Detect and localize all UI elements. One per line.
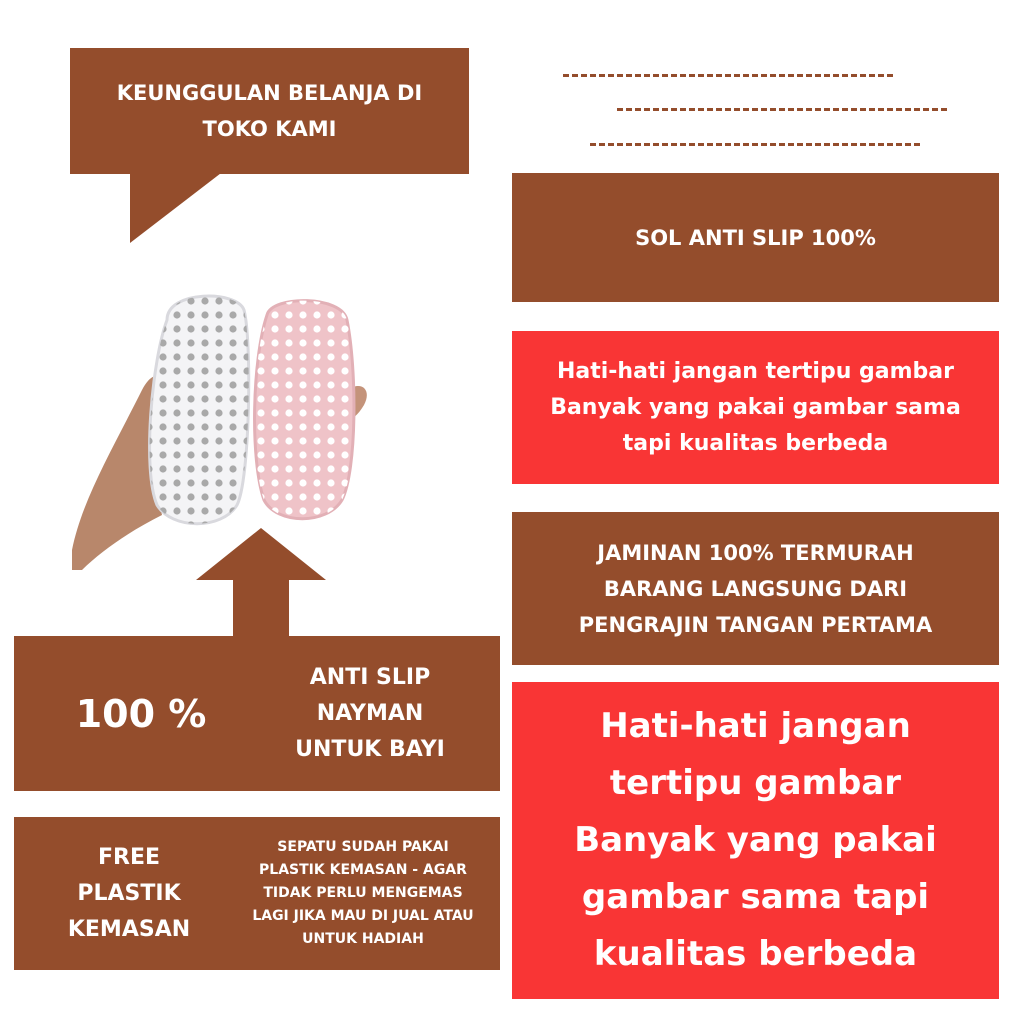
free-packaging-box: [14, 817, 500, 970]
warning-box-small: [512, 331, 999, 484]
feature-sol-anti-slip: [512, 173, 999, 302]
warning-box-large: [512, 682, 999, 999]
warning-small-text: Hati-hati jangan tertipu gambar Banyak yang pakai gambar sama tapi kualitas berbeda: [550, 358, 961, 456]
free-packaging-title: FREE PLASTIK KEMASAN: [67, 844, 191, 942]
anti-slip-text: ANTI SLIP NAYMAN UNTUK BAYI: [295, 664, 445, 762]
warning-large-text: Hati-hati jangan tertipu gambar Banyak yang pakai gambar sama tapi kualitas berbeda: [574, 706, 937, 974]
jaminan-text: JAMINAN 100% TERMURAH BARANG LANGSUNG DARI PENGRAJIN TANGAN PERTAMA: [578, 540, 933, 637]
anti-slip-box: [14, 636, 500, 791]
header-title: KEUNGGULAN BELANJA DI TOKO KAMI: [116, 81, 423, 141]
decorative-dash-line-3: [590, 143, 920, 146]
decorative-dash-line-2: [617, 108, 947, 111]
free-packaging-description: SEPATU SUDAH PAKAI PLASTIK KEMASAN - AGAR TIDAK PERLU MENGEMAS LAGI JIKA MAU DI JUAL ATAU UNTUK HADIAH: [252, 839, 474, 947]
feature-jaminan: [512, 512, 999, 665]
up-arrow-icon: [196, 528, 326, 640]
sol-anti-slip-text: SOL ANTI SLIP 100%: [635, 225, 876, 250]
decorative-dash-line-1: [563, 74, 893, 77]
product-photo: [72, 280, 384, 570]
anti-slip-percent: 100 %: [75, 691, 207, 736]
header-speech-bubble: [70, 48, 469, 174]
